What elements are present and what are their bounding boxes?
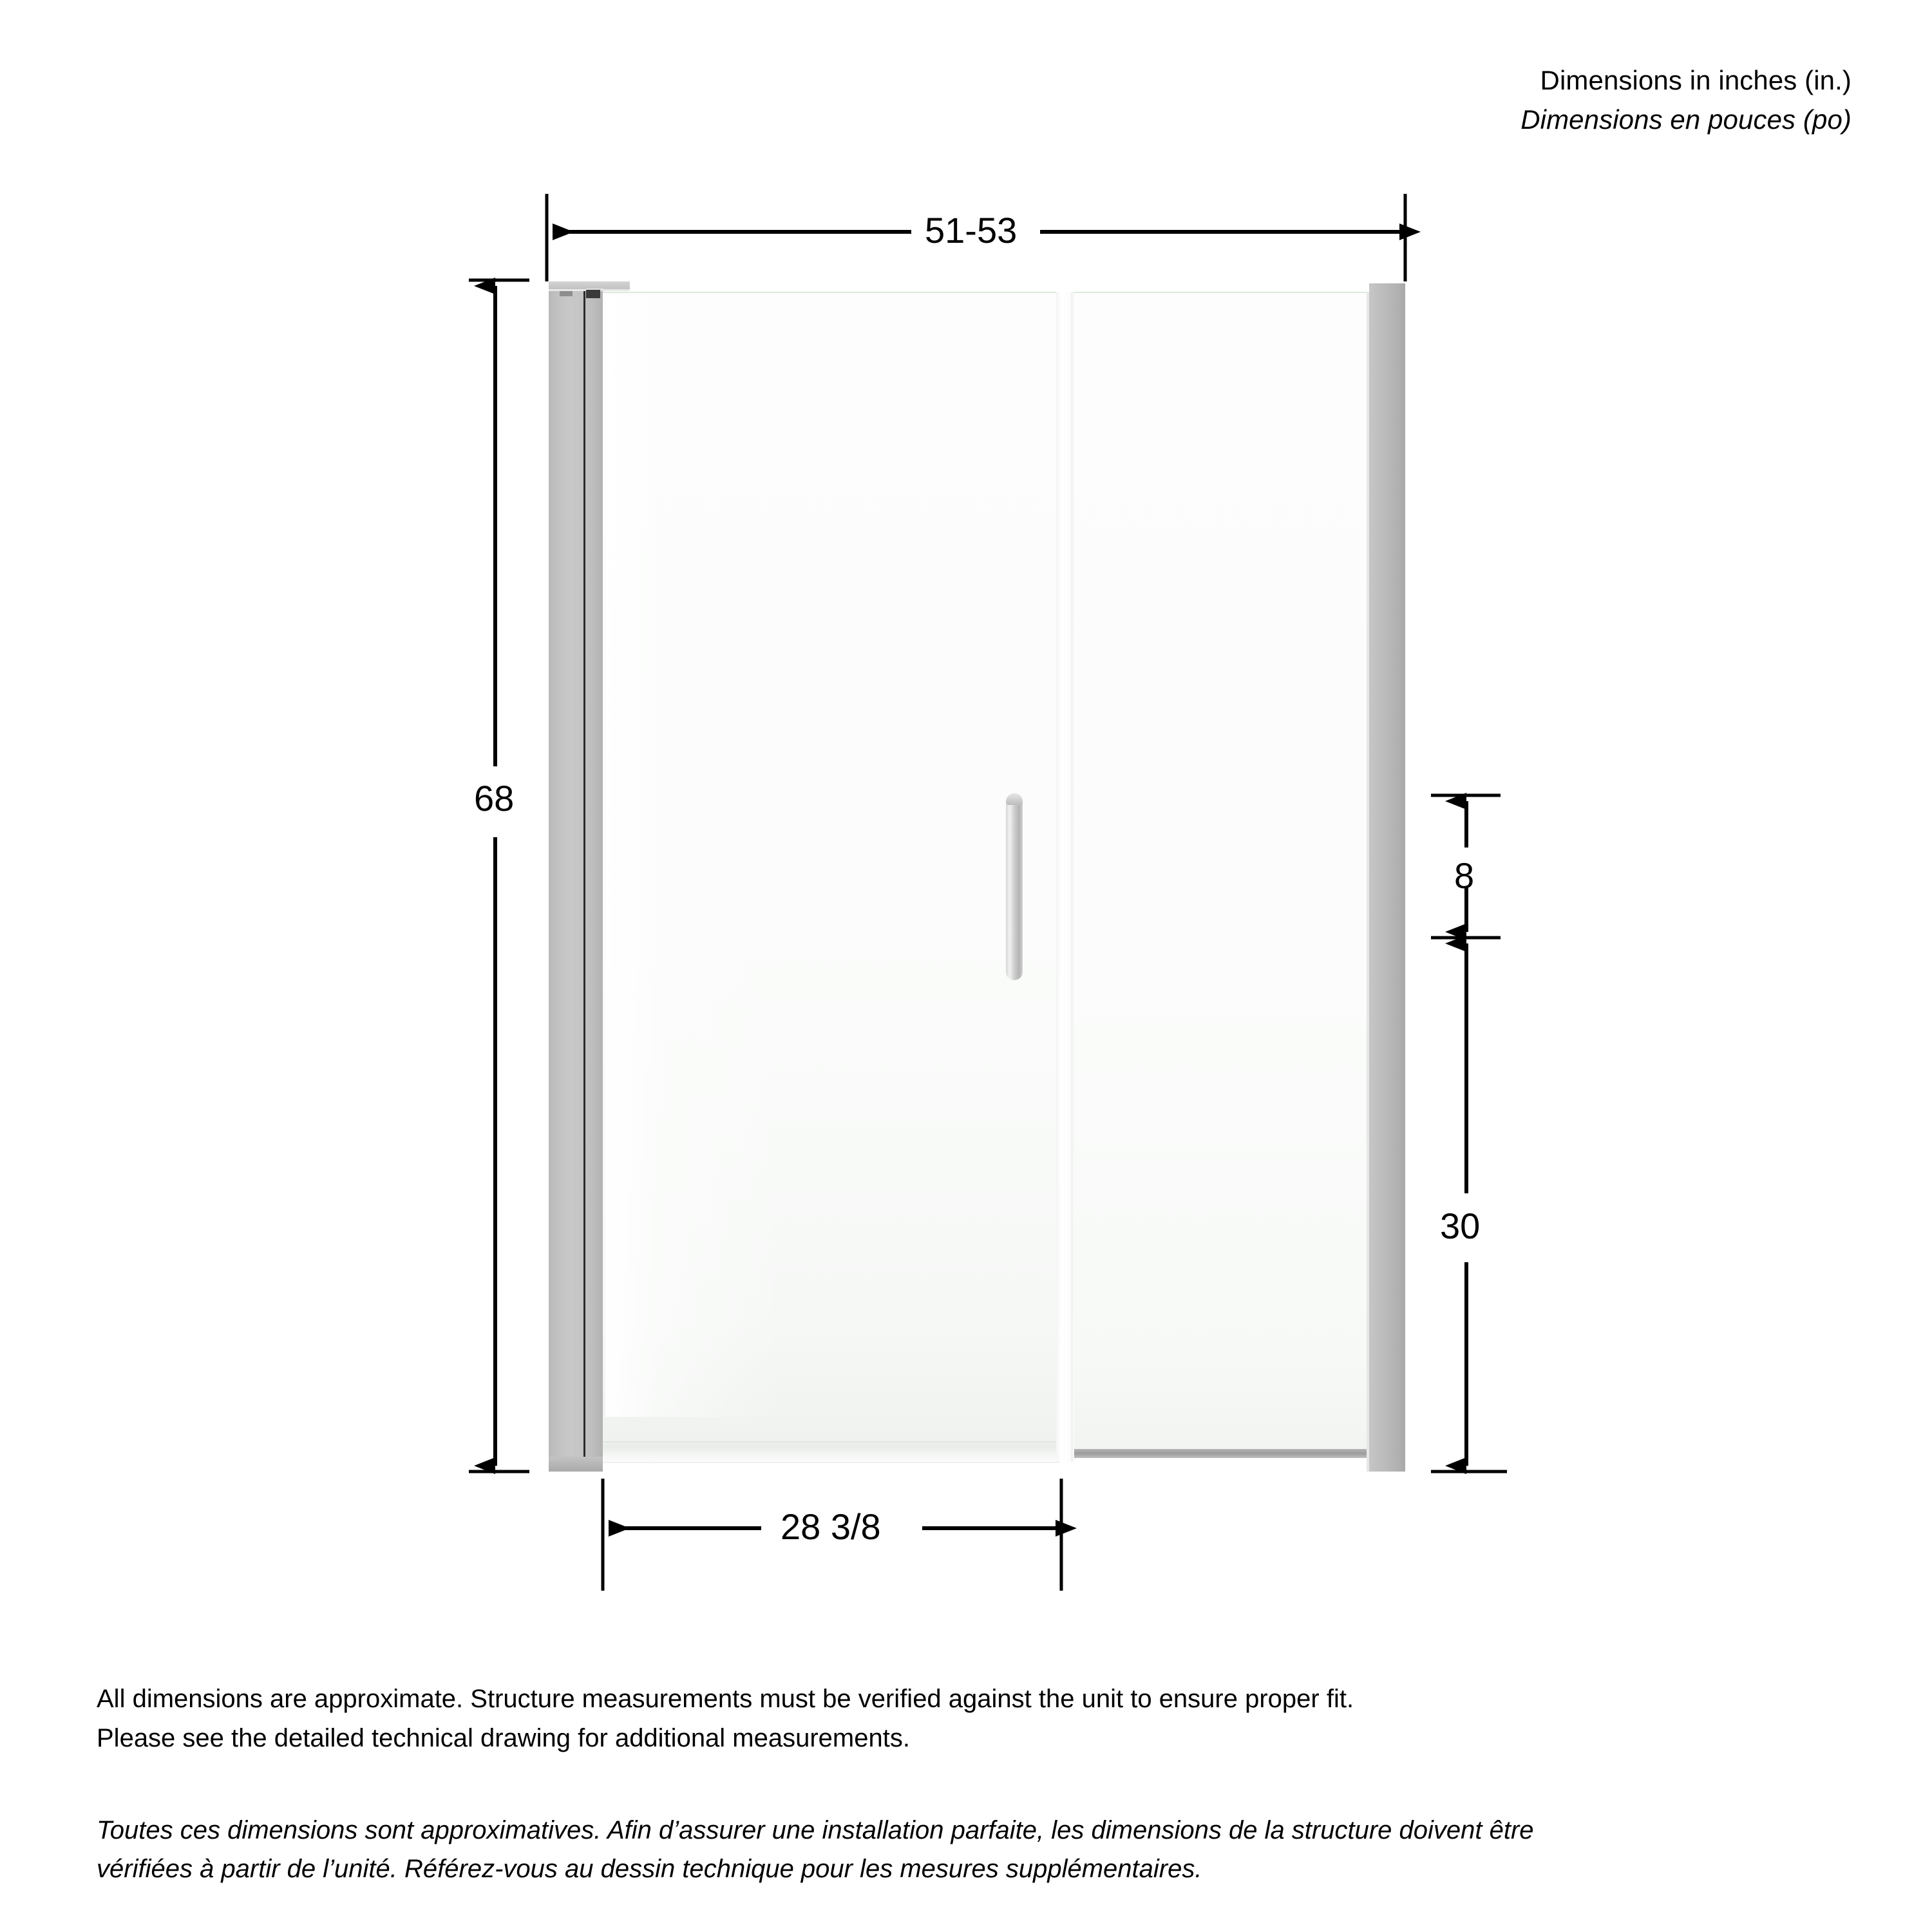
footnote-english-line-2: Please see the detailed technical drawing for additional measurements. — [97, 1723, 910, 1752]
door-glass-highlight — [605, 296, 1056, 1417]
dim-label-lower-right-height: 30 — [1440, 1206, 1481, 1246]
left-post-screw-right — [586, 290, 600, 298]
dim-label-upper-right-height: 8 — [1454, 855, 1475, 896]
left-post-bottom-foot — [549, 1457, 603, 1472]
units-header-english: Dimensions in inches (in.) — [1540, 65, 1852, 95]
dim-label-door-width: 28 3/8 — [781, 1506, 881, 1547]
door-pull-handle — [1006, 793, 1023, 980]
units-header-french: Dimensions en pouces (po) — [1520, 104, 1852, 135]
fixed-glass-panel — [1073, 292, 1369, 1455]
footnote-french-line-1: Toutes ces dimensions sont approximatives. Afin d’assurer une installation parfaite, les dimensions de la structure doivent être — [97, 1815, 1534, 1844]
footnote-english-line-1: All dimensions are approximate. Structure measurements must be verified against the unit to ensure proper fit. — [97, 1685, 1354, 1713]
dim-label-overall-width: 51-53 — [925, 210, 1018, 251]
fixed-panel-bottom-rail — [1073, 1449, 1369, 1458]
footnote-french-line-2: vérifiées à partir de l’unité. Référez-vous au dessin technique pour les mesures supplémentaires. — [97, 1855, 1202, 1884]
panel-junction-edge — [1071, 292, 1073, 1462]
dim-label-overall-height: 68 — [474, 778, 515, 819]
left-wall-jamb-post — [549, 281, 603, 1472]
left-post-hinge-seam — [583, 291, 585, 1468]
right-wall-jamb-post — [1369, 283, 1405, 1472]
footnotes-block — [97, 1680, 1835, 1889]
left-post-screw-left — [560, 291, 573, 296]
door-sweep-edge-line — [601, 1441, 1060, 1443]
